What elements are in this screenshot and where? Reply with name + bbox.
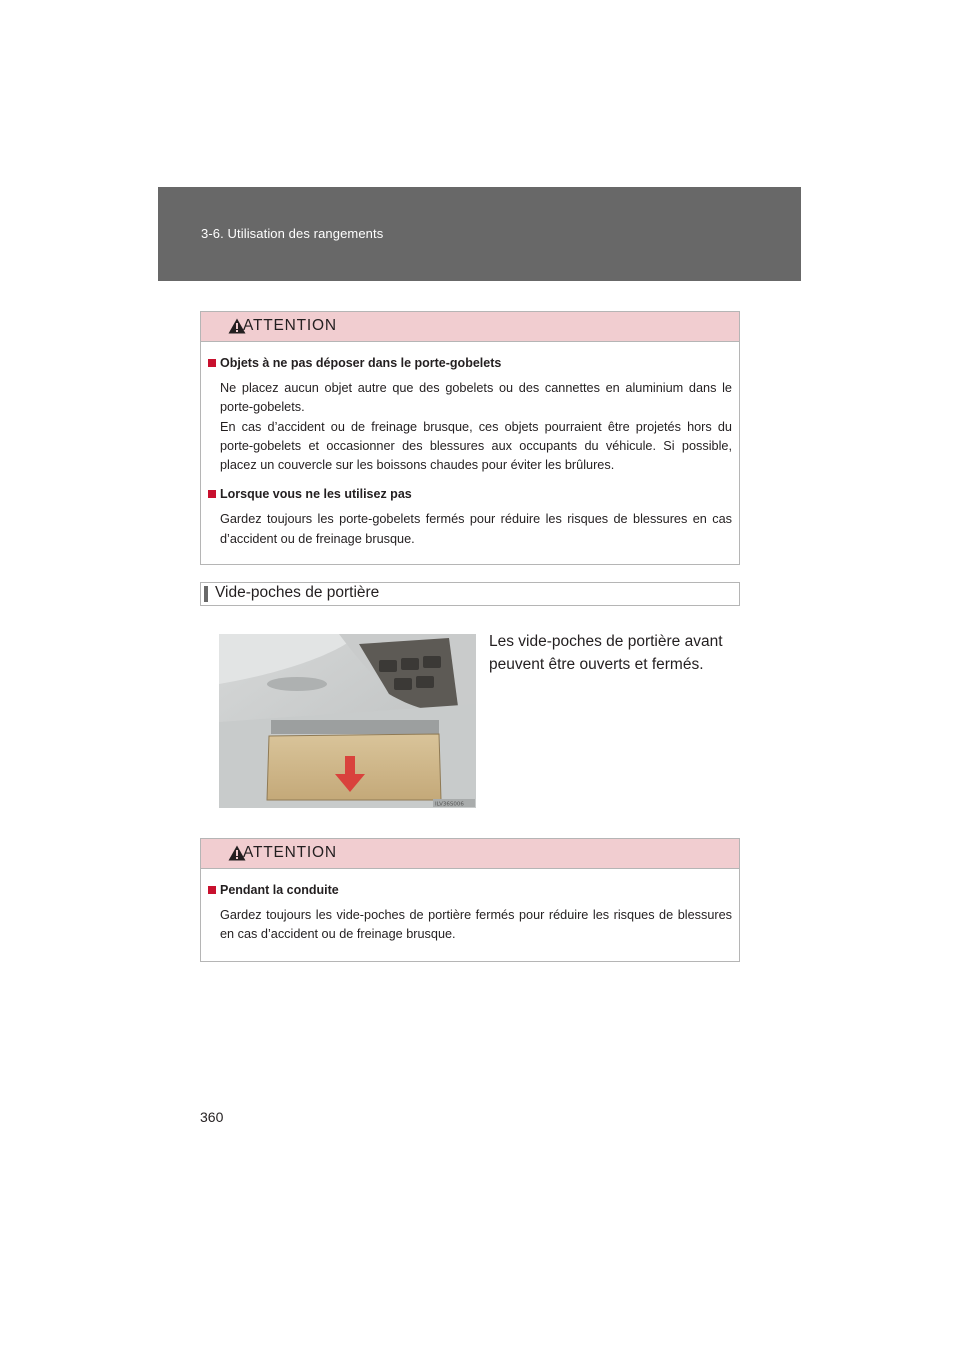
warning-title: ATTENTION bbox=[243, 844, 337, 861]
warning-header bbox=[201, 312, 739, 342]
warning-body bbox=[201, 342, 739, 575]
chapter-section-label: 3-6. Utilisation des rangements bbox=[201, 226, 384, 241]
warning-item-heading: Pendant la conduite bbox=[208, 882, 732, 898]
page-number: 360 bbox=[200, 1109, 224, 1125]
warning-header bbox=[201, 839, 739, 869]
warning-item-text: Gardez toujours les porte-gobelets fermés pour réduire les risques de blessures en cas d’accident ou de freinage brusque. bbox=[220, 512, 732, 546]
warning-box-cup-holders bbox=[200, 311, 740, 565]
warning-item-heading: Lorsque vous ne les utilisez pas bbox=[208, 486, 732, 502]
warning-item-text: Ne placez aucun objet autre que des gobelets ou des cannettes en aluminium dans le porte-gobelets. En cas d’accident ou de freinage brusque, ces objets pourraient être projetés hors du porte-gobelets et occasionner des blessures aux occupants du véhicule. Si possible, placez un couvercle sur les boissons chaudes pour éviter les brûlures. bbox=[220, 381, 732, 473]
warning-title: ATTENTION bbox=[243, 317, 337, 334]
warning-item-heading: Objets à ne pas déposer dans le porte-gobelets bbox=[208, 355, 732, 371]
door-pocket-illustration bbox=[219, 634, 476, 808]
chapter-header-band bbox=[158, 187, 801, 281]
illustration-code-label: ILV36S006 bbox=[435, 801, 464, 808]
section-description: Les vide-poches de portière avant peuvent être ouverts et fermés. bbox=[489, 633, 723, 673]
warning-item-text: Gardez toujours les vide-poches de portière fermés pour réduire les risques de blessures en cas d’accident ou de freinage brusque. bbox=[220, 908, 732, 942]
warning-body bbox=[201, 869, 739, 971]
section-heading bbox=[200, 582, 740, 606]
section-heading-bar bbox=[204, 586, 208, 602]
square-bullet-icon bbox=[208, 490, 216, 498]
warning-box-door-pockets bbox=[200, 838, 740, 962]
section-title: Vide-poches de portière bbox=[215, 584, 380, 601]
square-bullet-icon bbox=[208, 886, 216, 894]
square-bullet-icon bbox=[208, 359, 216, 367]
